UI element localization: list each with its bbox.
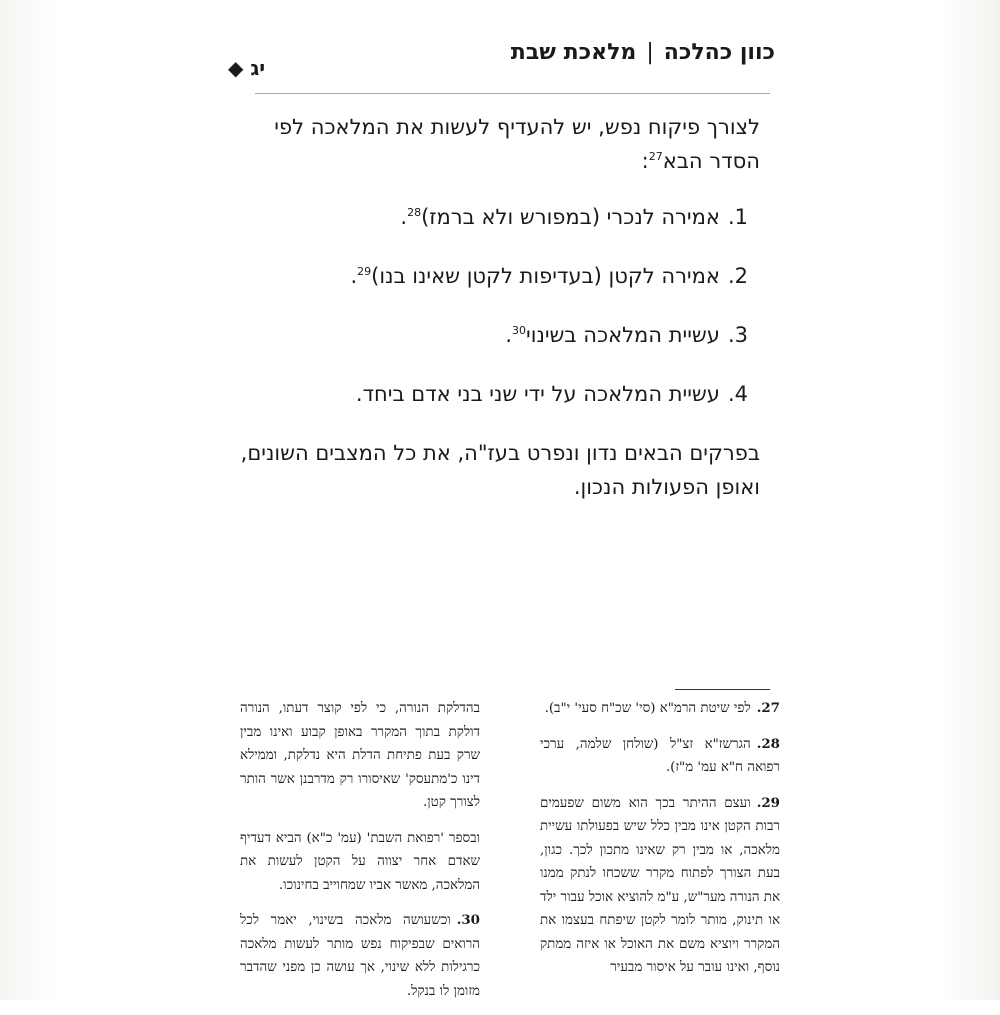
footnote-number: 27. <box>756 700 780 716</box>
list-item-end: . <box>505 323 513 347</box>
list-item <box>240 200 748 234</box>
footnote-ref: 29 <box>357 265 372 278</box>
footnote-number: 29. <box>756 794 780 811</box>
footnote-text: הגרשז"א זצ"ל (שולחן שלמה, ערכי רפואה ח"א עמ' מ"ז). <box>540 736 780 775</box>
footnote-ref: 30 <box>512 324 527 337</box>
footnote-number: 30. <box>456 912 480 928</box>
footnote-text: וכשעושה מלאכה בשינוי, יאמר לכל הרואים שבפיקוח נפש מותר לעשות מלאכה כרגילות ללא שינוי, אך עושה כן מפני שהדבר מזומן לו בנקל. <box>240 913 480 999</box>
list-item-text: אמירה לנכרי (במפורש ולא ברמז) <box>421 205 720 229</box>
footnote <box>240 909 480 1003</box>
page-number: יג ◆ <box>228 56 266 80</box>
intro-paragraph <box>240 110 760 178</box>
list-item-number: 3. <box>727 323 748 347</box>
list-item-text: אמירה לקטן (בעדיפות לקטן שאינו בנו) <box>371 264 720 288</box>
intro-text: לצורך פיקוח נפש, יש להעדיף לעשות את המלאכה לפי הסדר הבא <box>274 115 760 173</box>
footnote-continuation <box>240 697 480 815</box>
footnote-text: ובספר 'רפואת השבת' (עמ' כ"א) הביא דעדיף שאדם אחר יצווה על הקטן לעשות את המלאכה, מאשר אביו שמחוייב בחינוכו. <box>240 830 480 893</box>
footnote-ref: 27 <box>648 150 663 163</box>
footnotes-left-column <box>240 697 480 1015</box>
footnote-continuation <box>240 827 480 898</box>
footnote-number: 28. <box>756 735 780 752</box>
list-item-end: . <box>350 264 358 288</box>
list-item <box>240 377 748 411</box>
footnotes-right-column <box>540 697 780 992</box>
footnote-divider <box>675 689 770 690</box>
outro-paragraph: בפרקים הבאים נדון ונפרט בעז"ה, את כל המצבים השונים, ואופן הפעולות הנכון. <box>240 441 760 499</box>
list-item-number: 4. <box>727 382 748 406</box>
footnote <box>540 733 780 780</box>
footnote-text: לפי שיטת הרמ"א (סי' שכ"ח סעי' י"ב). <box>544 701 751 716</box>
chapter-title: מלאכת שבת <box>510 40 637 65</box>
list-item <box>240 318 748 352</box>
footnote <box>540 697 780 721</box>
footnote-ref: 28 <box>407 206 422 219</box>
footnote-text: ועצם ההיתר בכך הוא משום שפעמים רבות הקטן אינו מבין כלל שיש בפעולתו עשיית מלאכה, או מבין רק שאינו מתכון לכך. כגון, בעת הצורך לפתוח מקרר ששכחו לנתק ממנו את הנורה מער"ש, ע"מ להוציא אוכל עבור ילד או תינוק, מותר לומר לקטן שיפתח בעצמו את המקרר ויוציא משם את האוכל או איזה ממתק נוסף, ואינו עובר על איסור מבעיר <box>540 795 780 975</box>
list-item <box>240 259 748 293</box>
list-item-end: . <box>400 205 408 229</box>
running-header <box>511 40 775 65</box>
header-divider <box>255 93 770 94</box>
header-separator: | <box>646 40 654 65</box>
list-item-number: 2. <box>727 264 748 288</box>
footnote-text: בהדלקת הנורה, כי לפי קוצר דעתו, הנורה דולקת בתוך המקרר באופן קבוע ואינו מבין שרק בעת פתיחת הדלת היא נדלקת, וממילא דינו כ'מתעסק' שאיסורו רק מדרבנן אשר הותר לצורך קטן. <box>240 701 480 810</box>
footnote <box>540 792 780 980</box>
intro-end: : <box>641 149 649 173</box>
book-title: כוון כהלכה <box>663 40 775 65</box>
list-item-text: עשיית המלאכה על ידי שני בני אדם ביחד. <box>355 382 720 406</box>
main-text <box>240 110 760 504</box>
list-item-number: 1. <box>727 205 748 229</box>
priority-list <box>240 200 760 411</box>
list-item-text: עשיית המלאכה בשינוי <box>526 323 720 347</box>
